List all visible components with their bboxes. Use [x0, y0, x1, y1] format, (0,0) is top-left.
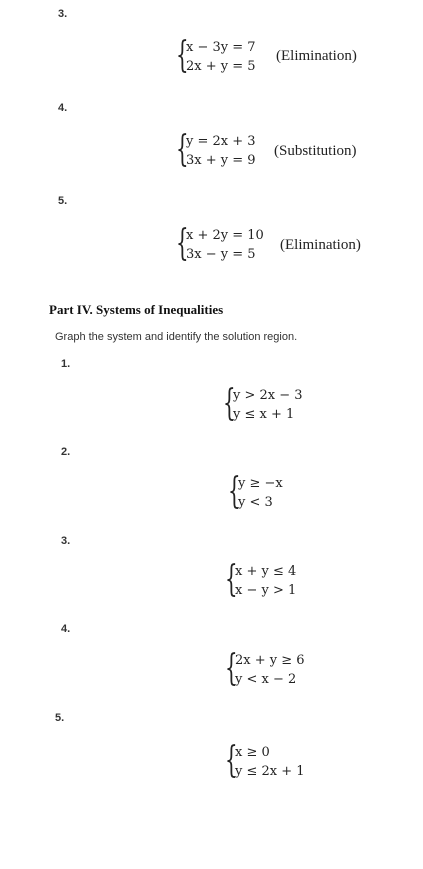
problem-number: 4.: [58, 102, 68, 114]
inequality-2: y ≤ x + 1: [233, 407, 295, 422]
equation-1: y = 2x + 3: [186, 134, 256, 149]
equation-2: 3x − y = 5: [186, 247, 256, 262]
problem-number: 5.: [55, 712, 65, 724]
left-brace: {: [176, 222, 189, 264]
inequality-1: y > 2x − 3: [233, 388, 303, 403]
inequality-system: [223, 382, 303, 424]
inequality-system: [225, 739, 305, 781]
inequality-2: y < x − 2: [235, 672, 297, 687]
equation-1: x − 3y = 7: [186, 40, 256, 55]
equation-lines: [186, 38, 256, 76]
left-brace: {: [176, 34, 189, 76]
problem-number: 2.: [61, 446, 71, 458]
equation-lines: [186, 226, 264, 264]
equation-2: 2x + y = 5: [186, 59, 256, 74]
inequality-lines: [235, 562, 296, 600]
equation-system: [176, 222, 264, 264]
problem-number: 3.: [61, 535, 71, 547]
inequality-lines: [235, 743, 305, 781]
left-brace: {: [225, 739, 238, 781]
equation-lines: [186, 132, 256, 170]
problem-number: 3.: [58, 8, 68, 20]
inequality-lines: [235, 651, 305, 689]
inequality-2: x − y > 1: [235, 583, 297, 598]
left-brace: {: [228, 470, 241, 512]
inequality-2: y < 3: [238, 495, 273, 510]
left-brace: {: [223, 382, 236, 424]
inequality-system: [225, 647, 305, 689]
inequality-1: y ≥ −x: [238, 476, 283, 491]
instructions: Graph the system and identify the solution region.: [55, 331, 298, 343]
equation-2: 3x + y = 9: [186, 153, 256, 168]
inequality-1: x ≥ 0: [235, 745, 270, 760]
inequality-system: [228, 470, 283, 512]
problem-number: 4.: [61, 623, 71, 635]
inequality-1: 2x + y ≥ 6: [235, 653, 305, 668]
inequality-lines: [238, 474, 283, 512]
equation-system: [176, 34, 256, 76]
inequality-system: [225, 558, 297, 600]
method-label: (Elimination): [280, 237, 361, 253]
method-label: (Elimination): [276, 48, 357, 64]
left-brace: {: [225, 647, 238, 689]
method-label: (Substitution): [274, 143, 357, 159]
equation-system: [176, 128, 256, 170]
problem-number: 5.: [58, 195, 68, 207]
left-brace: {: [225, 558, 238, 600]
section-title: Part IV. Systems of Inequalities: [49, 302, 224, 317]
left-brace: {: [176, 128, 189, 170]
inequality-lines: [233, 386, 303, 424]
equation-1: x + 2y = 10: [186, 228, 264, 243]
inequality-1: x + y ≤ 4: [235, 564, 297, 579]
problem-number: 1.: [61, 358, 71, 370]
inequality-2: y ≤ 2x + 1: [235, 764, 305, 779]
